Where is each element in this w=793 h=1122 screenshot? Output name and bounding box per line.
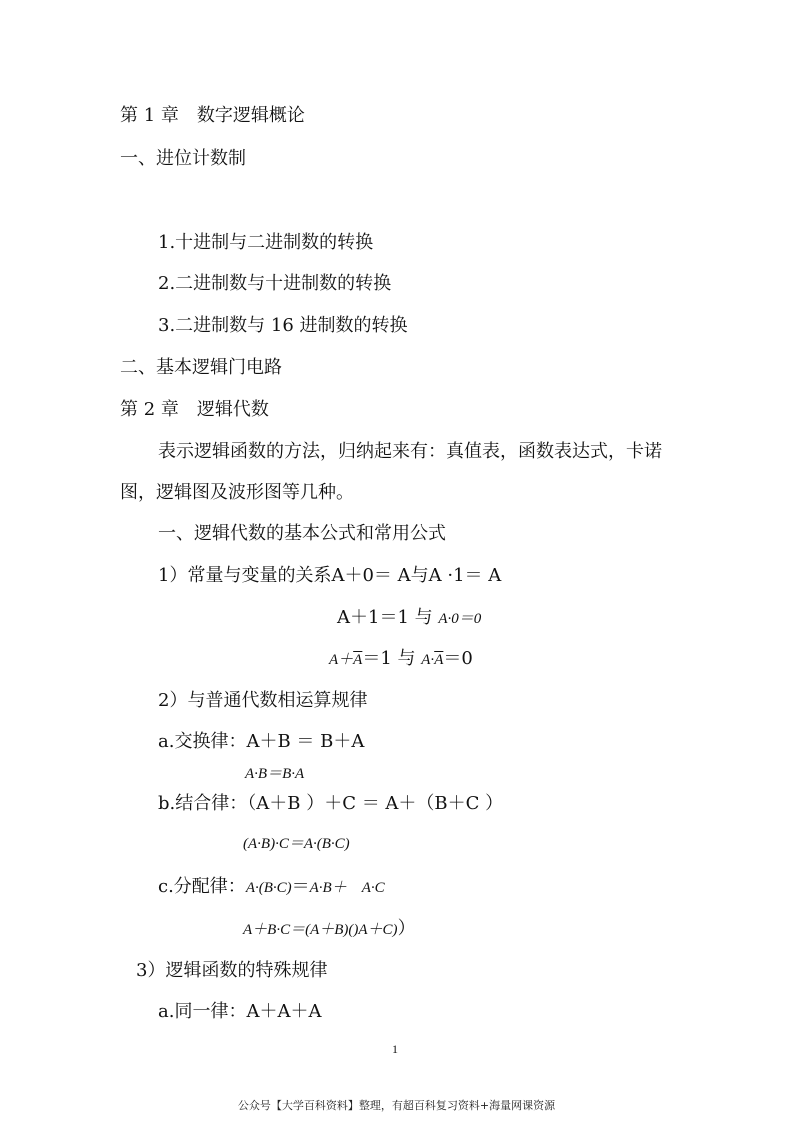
- rule-3-eq: ＝1: [362, 648, 392, 669]
- chapter-1-title: 第 1 章 数字逻辑概论: [120, 105, 305, 126]
- commutative-label: a.交换律：: [158, 731, 247, 752]
- list-item-2: 2.二进制数与十进制数的转换: [158, 273, 392, 294]
- chapter-2-title: 第 2 章 逻辑代数: [120, 399, 269, 420]
- identity-label: a.同一律：: [158, 1001, 247, 1022]
- paragraph-line-2: 图，逻辑图及波形图等几种。: [120, 482, 354, 503]
- footer-note: 公众号【大学百科资料】整理，有超百科复习资料+海量网课资源: [237, 1099, 556, 1112]
- identity-eq: A＋A＋A: [246, 1001, 322, 1022]
- rule-3-and: 与: [397, 648, 416, 669]
- distributive-line: [158, 875, 385, 900]
- subsection-heading-1: 一、逻辑代数的基本公式和常用公式: [158, 523, 446, 544]
- subsection-heading-3: 3）逻辑函数的特殊规律: [136, 960, 328, 981]
- associative-line: [158, 792, 503, 816]
- distributive-label: c.分配律：: [158, 876, 246, 897]
- associative-eq: （A＋B ）＋C ＝ A＋（B＋C ）: [247, 793, 504, 814]
- rule-1-eq: A＋0＝ A: [331, 565, 411, 586]
- rule-2-eq2: A·0＝0: [438, 611, 482, 627]
- rule-1-eq2: A ·1＝ A: [428, 565, 502, 586]
- distributive-eq-right: A·B＋ A·C: [309, 880, 385, 896]
- rule-1-line: [158, 564, 501, 588]
- rule-2-line: [337, 606, 481, 631]
- rule-2-and: 与: [414, 607, 433, 628]
- distributive-eq-sign: ＝: [291, 876, 310, 897]
- associative-label: b.结合律：: [158, 793, 248, 814]
- list-item-1: 1.十进制与二进制数的转换: [158, 232, 374, 253]
- distributive-eq2: A＋B·C＝(A＋B)()A＋C): [243, 922, 398, 938]
- rule-3-a: A＋: [329, 652, 354, 668]
- section-2-heading: 二、基本逻辑门电路: [120, 357, 282, 378]
- section-1-heading: 一、进位计数制: [120, 148, 246, 169]
- associative-eq2: (A·B)·C＝A·(B·C): [243, 836, 350, 852]
- commutative-line: [158, 730, 364, 754]
- distributive-eq-left: A·(B·C): [245, 880, 292, 896]
- distributive-eq2-tail: ）: [397, 918, 416, 939]
- rule-3-line: [329, 647, 473, 672]
- commutative-eq: A＋B ＝ B＋A: [246, 731, 365, 752]
- rule-1-label: 1）常量与变量的关系: [158, 565, 332, 586]
- rule-3-abar: $\overline{A}$: [353, 652, 363, 668]
- subsection-heading-2: 2）与普通代数相运算规律: [158, 690, 368, 711]
- paragraph-line-1: 表示逻辑函数的方法，归纳起来有：真值表，函数表达式，卡诺: [158, 441, 662, 462]
- rule-3-b: A·: [421, 652, 435, 668]
- rule-2-eq: A＋1＝1: [337, 607, 409, 628]
- rule-3-bbar: $\overline{A}$: [434, 652, 444, 668]
- commutative-eq2: A·B＝B·A: [245, 766, 305, 782]
- rule-1-and: 与: [410, 565, 429, 586]
- distributive-eq2-line: [243, 917, 416, 942]
- identity-line: [158, 1000, 321, 1024]
- rule-3-eq2: ＝0: [443, 648, 473, 669]
- page-number: 1: [392, 1042, 398, 1056]
- list-item-3: 3.二进制数与 16 进制数的转换: [158, 315, 408, 336]
